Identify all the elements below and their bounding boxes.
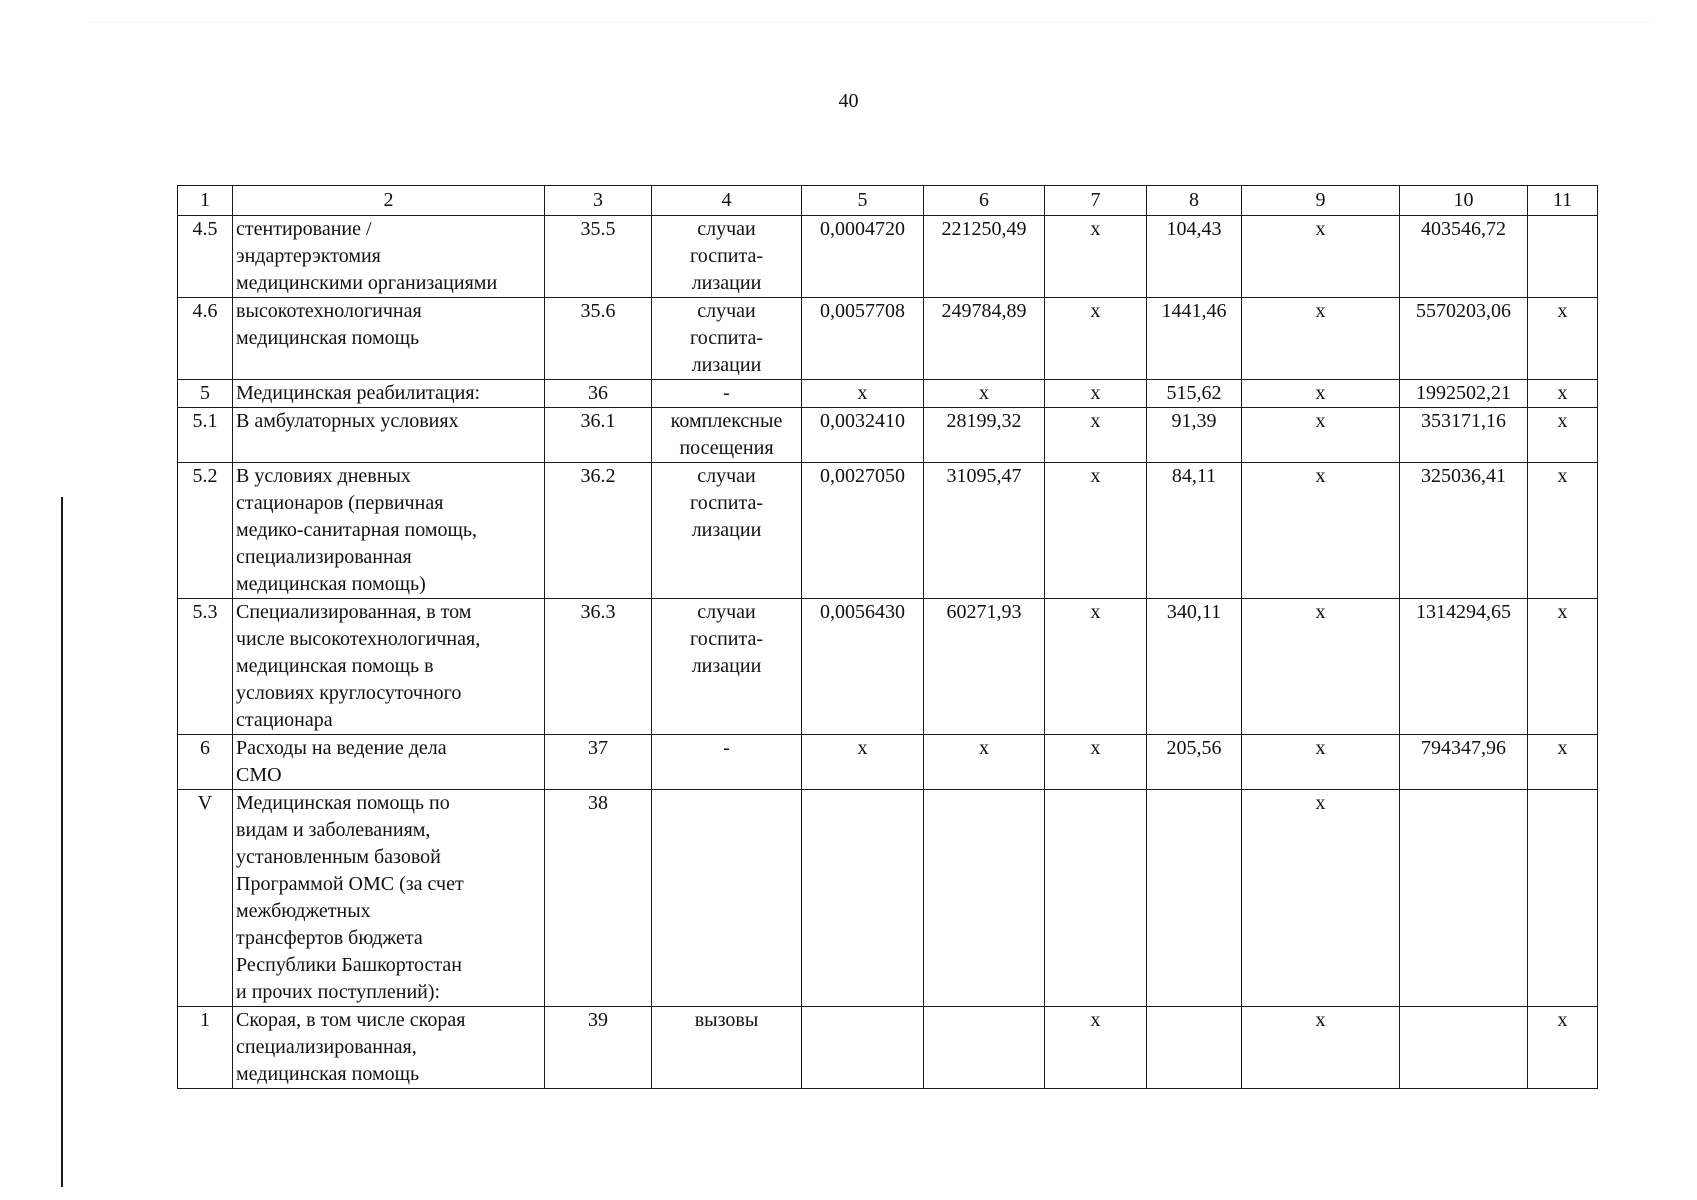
col9-value-text: х (1315, 300, 1326, 322)
col6-value-text: х (979, 737, 989, 759)
col8-value (1147, 790, 1242, 1007)
col8-value (1147, 1007, 1242, 1089)
header-cell: 7 (1045, 186, 1147, 216)
col7-value (1045, 463, 1147, 599)
table-header-row (178, 186, 1598, 216)
col9-value-text: х (1315, 737, 1326, 759)
col5-value-text: 0,0057708 (820, 300, 905, 322)
table-row (178, 735, 1598, 790)
col7-value-text: х (1090, 300, 1101, 322)
header-cell: 2 (233, 186, 545, 216)
row-name (233, 216, 545, 298)
col9-value (1242, 380, 1400, 408)
row-number (178, 599, 233, 735)
table-row (178, 790, 1598, 1007)
row-code-text: 36.3 (580, 601, 616, 623)
row-number (178, 735, 233, 790)
col9-value (1242, 790, 1400, 1007)
col5-value (802, 1007, 924, 1089)
col10-value-text: 403546,72 (1421, 218, 1506, 240)
col8-value-text: 1441,46 (1161, 300, 1227, 322)
col9-value (1242, 298, 1400, 380)
col10-value (1400, 463, 1528, 599)
row-name (233, 790, 545, 1007)
header-cell: 1 (178, 186, 233, 216)
row-unit (652, 463, 802, 599)
header-cell: 11 (1528, 186, 1598, 216)
col10-value-text: 353171,16 (1421, 410, 1506, 432)
row-code-text: 36.2 (580, 465, 616, 487)
col9-value-text: х (1315, 465, 1326, 487)
row-number (178, 1007, 233, 1089)
row-unit-text: случаи госпита- лизации (689, 465, 763, 541)
col7-value-text: х (1090, 1009, 1101, 1031)
row-number-text: 4.6 (192, 300, 218, 322)
col6-value (924, 463, 1045, 599)
col11-value-text: х (1557, 300, 1568, 322)
col8-value (1147, 380, 1242, 408)
row-number-text: 4.5 (192, 218, 218, 240)
row-code-text: 38 (588, 792, 608, 814)
col11-value-text: х (1557, 1009, 1568, 1031)
row-code-text: 35.5 (580, 218, 616, 240)
col7-value (1045, 599, 1147, 735)
col6-value (924, 1007, 1045, 1089)
col10-value (1400, 735, 1528, 790)
col6-value-text: 221250,49 (941, 218, 1027, 240)
row-unit-text: случаи госпита- лизации (689, 601, 763, 677)
col5-value (802, 790, 924, 1007)
col9-value-text: х (1315, 218, 1326, 240)
col10-value-text: 1314294,65 (1416, 601, 1511, 623)
row-number-text: 5 (200, 382, 210, 404)
header-cell: 4 (652, 186, 802, 216)
col8-value-text: 205,56 (1166, 737, 1222, 759)
col7-value (1045, 1007, 1147, 1089)
row-number-text: 6 (200, 737, 210, 759)
row-name-text: Расходы на ведение дела СМО (236, 737, 447, 786)
col6-value-text: 249784,89 (941, 300, 1027, 322)
row-number-text: 1 (200, 1009, 210, 1031)
row-name-text: Специализированная, в том числе высокотехнологичная, медицинская помощь в условиях круглосуточного стационара (236, 601, 481, 731)
row-name (233, 599, 545, 735)
row-unit (652, 408, 802, 463)
col10-value-text: 5570203,06 (1416, 300, 1511, 322)
col8-value-text: 84,11 (1171, 465, 1217, 487)
col6-value (924, 735, 1045, 790)
row-code (545, 298, 652, 380)
col10-value (1400, 216, 1528, 298)
row-code-text: 37 (588, 737, 608, 759)
row-unit (652, 216, 802, 298)
col6-value (924, 298, 1045, 380)
col9-value (1242, 1007, 1400, 1089)
row-code-text: 39 (588, 1009, 608, 1031)
col11-value (1528, 735, 1598, 790)
binding-margin-line (61, 497, 63, 1187)
row-number-text: 5.3 (192, 601, 218, 623)
col10-value-text: 325036,41 (1421, 465, 1506, 487)
col5-value (802, 408, 924, 463)
row-name-text: стентирование / эндартерэктомия медицинскими организациями (236, 218, 498, 294)
col10-value (1400, 408, 1528, 463)
header-cell: 3 (545, 186, 652, 216)
col9-value (1242, 408, 1400, 463)
row-name-text: Скорая, в том числе скорая специализированная, медицинская помощь (236, 1009, 466, 1085)
row-unit-text: - (723, 737, 730, 759)
col7-value-text: х (1090, 218, 1101, 240)
row-code-text: 36 (588, 382, 608, 404)
col11-value (1528, 599, 1598, 735)
row-code (545, 408, 652, 463)
col11-value (1528, 216, 1598, 298)
table-row (178, 599, 1598, 735)
col6-value (924, 380, 1045, 408)
col5-value-text: 0,0056430 (820, 601, 905, 623)
row-name-text: В амбулаторных условиях (236, 410, 459, 432)
col5-value-text: 0,0027050 (820, 465, 905, 487)
col5-value-text: х (857, 382, 868, 404)
col8-value-text: 104,43 (1166, 218, 1222, 240)
col11-value-text: х (1557, 382, 1568, 404)
col10-value (1400, 1007, 1528, 1089)
col6-value-text: х (979, 382, 989, 404)
col8-value (1147, 408, 1242, 463)
header-cell: 5 (802, 186, 924, 216)
col9-value (1242, 735, 1400, 790)
col9-value (1242, 463, 1400, 599)
col7-value (1045, 380, 1147, 408)
col7-value-text: х (1090, 382, 1101, 404)
row-name (233, 408, 545, 463)
col9-value-text: х (1315, 601, 1326, 623)
row-name (233, 735, 545, 790)
col9-value (1242, 216, 1400, 298)
row-code (545, 380, 652, 408)
row-unit (652, 790, 802, 1007)
col7-value (1045, 790, 1147, 1007)
col7-value (1045, 735, 1147, 790)
row-number-text: 5.2 (192, 465, 218, 487)
row-number (178, 380, 233, 408)
col8-value (1147, 735, 1242, 790)
col7-value-text: х (1090, 410, 1101, 432)
row-unit (652, 298, 802, 380)
row-number (178, 298, 233, 380)
col5-value (802, 463, 924, 599)
col10-value (1400, 298, 1528, 380)
row-name-text: Медицинская реабилитация: (236, 382, 481, 404)
col6-value-text: 28199,32 (946, 410, 1022, 432)
row-unit (652, 380, 802, 408)
col9-value-text: х (1315, 382, 1326, 404)
row-name (233, 298, 545, 380)
col8-value (1147, 298, 1242, 380)
col9-value-text: х (1315, 410, 1326, 432)
col7-value-text: х (1090, 737, 1101, 759)
row-number (178, 790, 233, 1007)
col5-value (802, 216, 924, 298)
col10-value (1400, 599, 1528, 735)
col9-value-text: х (1315, 1009, 1326, 1031)
table-row (178, 463, 1598, 599)
col7-value-text: х (1090, 601, 1101, 623)
col8-value (1147, 599, 1242, 735)
row-code (545, 463, 652, 599)
row-name (233, 463, 545, 599)
col7-value (1045, 408, 1147, 463)
row-number (178, 408, 233, 463)
row-code (545, 790, 652, 1007)
col9-value (1242, 599, 1400, 735)
scan-artifact-dots (90, 22, 1650, 35)
row-name (233, 380, 545, 408)
row-number (178, 216, 233, 298)
row-name-text: В условиях дневных стационаров (первичная медико-санитарная помощь, специализированная медицинская помощь) (236, 465, 478, 595)
col11-value-text: х (1557, 465, 1568, 487)
row-unit-text: - (723, 382, 730, 404)
row-name (233, 1007, 545, 1089)
col6-value (924, 408, 1045, 463)
row-number-text: 5.1 (192, 410, 218, 432)
col5-value-text: 0,0032410 (820, 410, 905, 432)
col6-value (924, 790, 1045, 1007)
col11-value (1528, 1007, 1598, 1089)
row-unit (652, 1007, 802, 1089)
col7-value (1045, 216, 1147, 298)
col7-value (1045, 298, 1147, 380)
col7-value-text: х (1090, 465, 1101, 487)
col10-value (1400, 380, 1528, 408)
row-unit-text: случаи госпита- лизации (689, 300, 763, 376)
data-table (177, 185, 1598, 1089)
row-unit-text: комплексные посещения (670, 410, 783, 459)
header-cell: 6 (924, 186, 1045, 216)
page-number: 40 (838, 90, 859, 112)
table-row (178, 408, 1598, 463)
row-code (545, 735, 652, 790)
col11-value (1528, 790, 1598, 1007)
col8-value-text: 340,11 (1166, 601, 1222, 623)
col5-value (802, 735, 924, 790)
header-cell: 8 (1147, 186, 1242, 216)
col8-value (1147, 216, 1242, 298)
row-code (545, 1007, 652, 1089)
col9-value-text: х (1315, 792, 1326, 814)
table-row (178, 216, 1598, 298)
col8-value-text: 91,39 (1171, 410, 1217, 432)
col5-value (802, 599, 924, 735)
col11-value-text: х (1557, 410, 1568, 432)
table-row (178, 380, 1598, 408)
col6-value-text: 31095,47 (946, 465, 1022, 487)
row-code-text: 36.1 (580, 410, 616, 432)
row-number (178, 463, 233, 599)
row-number-text: V (197, 792, 213, 814)
col11-value (1528, 408, 1598, 463)
col5-value-text: 0,0004720 (820, 218, 905, 240)
row-unit (652, 599, 802, 735)
row-unit (652, 735, 802, 790)
row-name-text: высокотехнологичная медицинская помощь (236, 300, 422, 349)
col11-value (1528, 380, 1598, 408)
col11-value (1528, 463, 1598, 599)
col10-value (1400, 790, 1528, 1007)
row-code-text: 35.6 (580, 300, 616, 322)
table-row (178, 1007, 1598, 1089)
col6-value (924, 216, 1045, 298)
col5-value-text: х (857, 737, 868, 759)
col8-value (1147, 463, 1242, 599)
row-code (545, 599, 652, 735)
col8-value-text: 515,62 (1166, 382, 1222, 404)
col11-value-text: х (1557, 601, 1568, 623)
col10-value-text: 1992502,21 (1416, 382, 1511, 404)
col11-value (1528, 298, 1598, 380)
col5-value (802, 298, 924, 380)
table-row (178, 298, 1598, 380)
row-unit-text: случаи госпита- лизации (689, 218, 763, 294)
col5-value (802, 380, 924, 408)
header-cell: 9 (1242, 186, 1400, 216)
row-code (545, 216, 652, 298)
row-unit-text: вызовы (694, 1009, 759, 1031)
col10-value-text: 794347,96 (1421, 737, 1506, 759)
col6-value-text: 60271,93 (946, 601, 1022, 623)
row-name-text: Медицинская помощь по видам и заболеваниям, установленным базовой Программой ОМС (за счет межбюджетных трансфертов бюджета Республики Башкортостан и прочих поступлений): (236, 792, 464, 1003)
col11-value-text: х (1557, 737, 1568, 759)
col6-value (924, 599, 1045, 735)
header-cell: 10 (1400, 186, 1528, 216)
